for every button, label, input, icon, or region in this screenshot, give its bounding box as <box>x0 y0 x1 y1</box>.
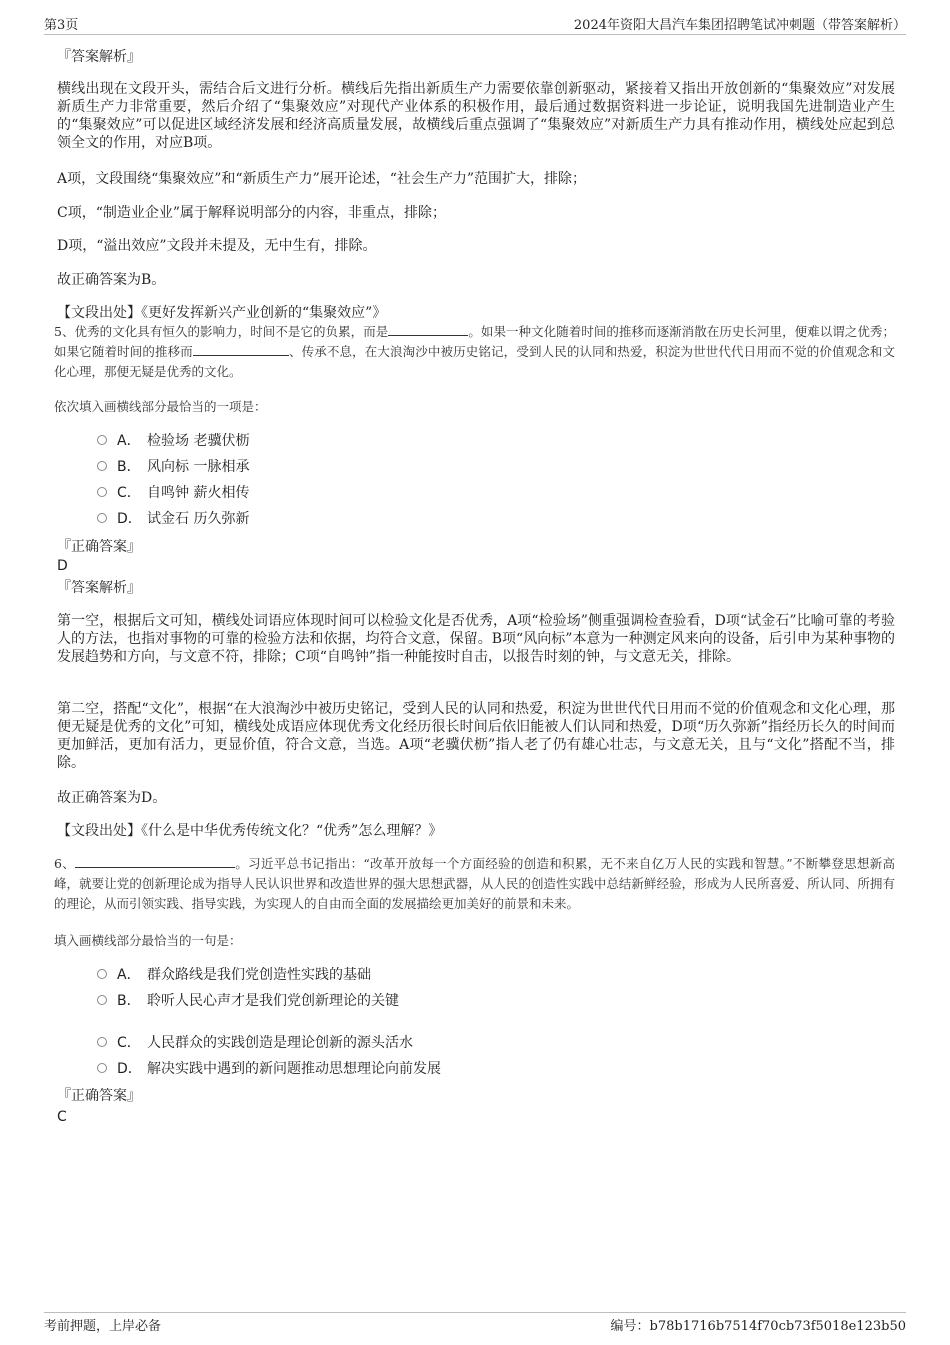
page-footer <box>44 1312 906 1334</box>
question-number: 6、 <box>54 856 76 871</box>
footer-slogan: 考前押题，上岸必备 <box>44 1319 162 1334</box>
radio-icon[interactable] <box>97 995 107 1005</box>
option-b[interactable]: B． 聆听人民心声才是我们党创新理论的关键 <box>97 991 399 1011</box>
conclusion: 故正确答案为D。 <box>57 790 167 806</box>
analysis-paragraph: 第二空，搭配“文化”，根据“在大浪淘沙中被历史铭记，受到人民的认同和热爱，积淀为世世代代日用而不觉的价值观念和文化心理，那便无疑是优秀的文化”可知，横线处成语应体现优秀文化经历很长时间后依旧能被人们认同和热爱，D项“历久弥新”指经历长久的时间而更加鲜活，更加有活力，更显价值，符合文意，当选。A项“老骥伏枥”指人老了仍有雄心壮志，与文意无关，且与“文化”搭配不当，排除。 <box>57 701 895 771</box>
question-text: 、传承不息，在大浪淘沙中被历史铭记，受到人民的认同和热爱，积淀为世世代代日用而不觉的价值观念和文化心理，那便无疑是优秀的文化。 <box>54 344 895 379</box>
analysis-label: 『答案解析』 <box>57 580 141 596</box>
option-d[interactable]: D． 解决实践中遇到的新问题推动思想理论向前发展 <box>97 1059 441 1079</box>
source-citation: 【文段出处】《更好发挥新兴产业创新的“集聚效应”》 <box>57 305 387 321</box>
option-note-d: D项，“溢出效应”文段并未提及，无中生有，排除。 <box>57 238 377 254</box>
correct-answer-label: 『正确答案』 <box>57 539 141 555</box>
conclusion: 故正确答案为B。 <box>57 272 166 288</box>
document-title: 2024年资阳大昌汽车集团招聘笔试冲刺题（带答案解析） <box>573 18 906 33</box>
radio-icon[interactable] <box>97 1037 107 1047</box>
page-header <box>44 14 906 35</box>
document-id: 编号：b78b1716b7514f70cb73f5018e123b50 <box>610 1319 906 1334</box>
analysis-paragraph: 横线出现在文段开头，需结合后文进行分析。横线后先指出新质生产力需要依靠创新驱动，紧接着又指出开放创新的“集聚效应”对发展新质生产力非常重要，然后介绍了“集聚效应”对现代产业体系的积极作用，最后通过数据资料进一步论证，说明我国先进制造业产生的“集聚效应”可以促进区域经济发展和经济高质量发展，故横线后重点强调了“集聚效应”对新质生产力具有推动作用，横线处应起到总领全文的作用，对应B项。 <box>57 81 895 151</box>
question-stem <box>54 322 895 382</box>
question-instruction: 依次填入画横线部分最恰当的一项是： <box>54 399 267 414</box>
question-instruction: 填入画横线部分最恰当的一句是： <box>54 933 242 948</box>
source-citation: 【文段出处】《什么是中华优秀传统文化？“优秀”怎么理解？》 <box>57 823 443 839</box>
question-text: 。习近平总书记指出：“改革开放每一个方面经验的创造和积累，无不来自亿万人民的实践和智慧。”不断攀登思想新高峰，就要让党的创新理论成为指导人民认识世界和改造世界的强大思想武器，从人民的创造性实践中总结新鲜经验，形成为人民所喜爱、所认同、所拥有的理论，从而引领实践、指导实践，为实现人的自由而全面的发展描绘更加美好的前景和未来。 <box>54 856 895 911</box>
correct-answer: C <box>57 1109 67 1125</box>
radio-icon[interactable] <box>97 487 107 497</box>
option-c[interactable]: C． 人民群众的实践创造是理论创新的源头活水 <box>97 1033 413 1053</box>
analysis-paragraph: 第一空，根据后文可知，横线处词语应体现时间可以检验文化是否优秀，A项“检验场”侧重强调检查验看，D项“试金石”比喻可靠的考验人的方法，也指对事物的可靠的检验方法和依据，均符合文意，保留。B项“风向标”本意为一种测定风来向的设备，后引申为某种事物的发展趋势和方向，与文意不符，排除；C项“自鸣钟”指一种能按时自击，以报告时刻的钟，与文意无关，排除。 <box>57 613 895 665</box>
option-b[interactable]: B． 风向标 一脉相承 <box>97 457 249 477</box>
correct-answer-label: 『正确答案』 <box>57 1088 141 1104</box>
question-text: 。如果一种文化随着时间的推移而逐渐消散在历史长河里，便难以谓之优秀；如果它随着时间的推移而 <box>54 324 895 359</box>
option-a[interactable]: A． 群众路线是我们党创造性实践的基础 <box>97 965 371 985</box>
fill-blank <box>193 343 289 356</box>
option-d[interactable]: D． 试金石 历久弥新 <box>97 509 249 529</box>
option-note-a: A项，文段围绕“集聚效应”和“新质生产力”展开论述，“社会生产力”范围扩大，排除； <box>57 171 587 187</box>
option-c[interactable]: C． 自鸣钟 薪火相传 <box>97 483 249 503</box>
fill-blank <box>388 323 468 336</box>
radio-icon[interactable] <box>97 513 107 523</box>
page-number: 第3页 <box>44 18 79 33</box>
correct-answer: D <box>57 558 68 574</box>
question-stem <box>54 854 895 914</box>
radio-icon[interactable] <box>97 461 107 471</box>
option-note-c: C项，“制造业企业”属于解释说明部分的内容，非重点，排除； <box>57 205 447 221</box>
fill-blank <box>75 855 235 868</box>
option-a[interactable]: A． 检验场 老骥伏枥 <box>97 431 249 451</box>
analysis-label: 『答案解析』 <box>57 49 141 65</box>
question-text: 5、优秀的文化具有恒久的影响力，时间不是它的负累，而是 <box>54 324 389 339</box>
radio-icon[interactable] <box>97 1063 107 1073</box>
radio-icon[interactable] <box>97 435 107 445</box>
radio-icon[interactable] <box>97 969 107 979</box>
